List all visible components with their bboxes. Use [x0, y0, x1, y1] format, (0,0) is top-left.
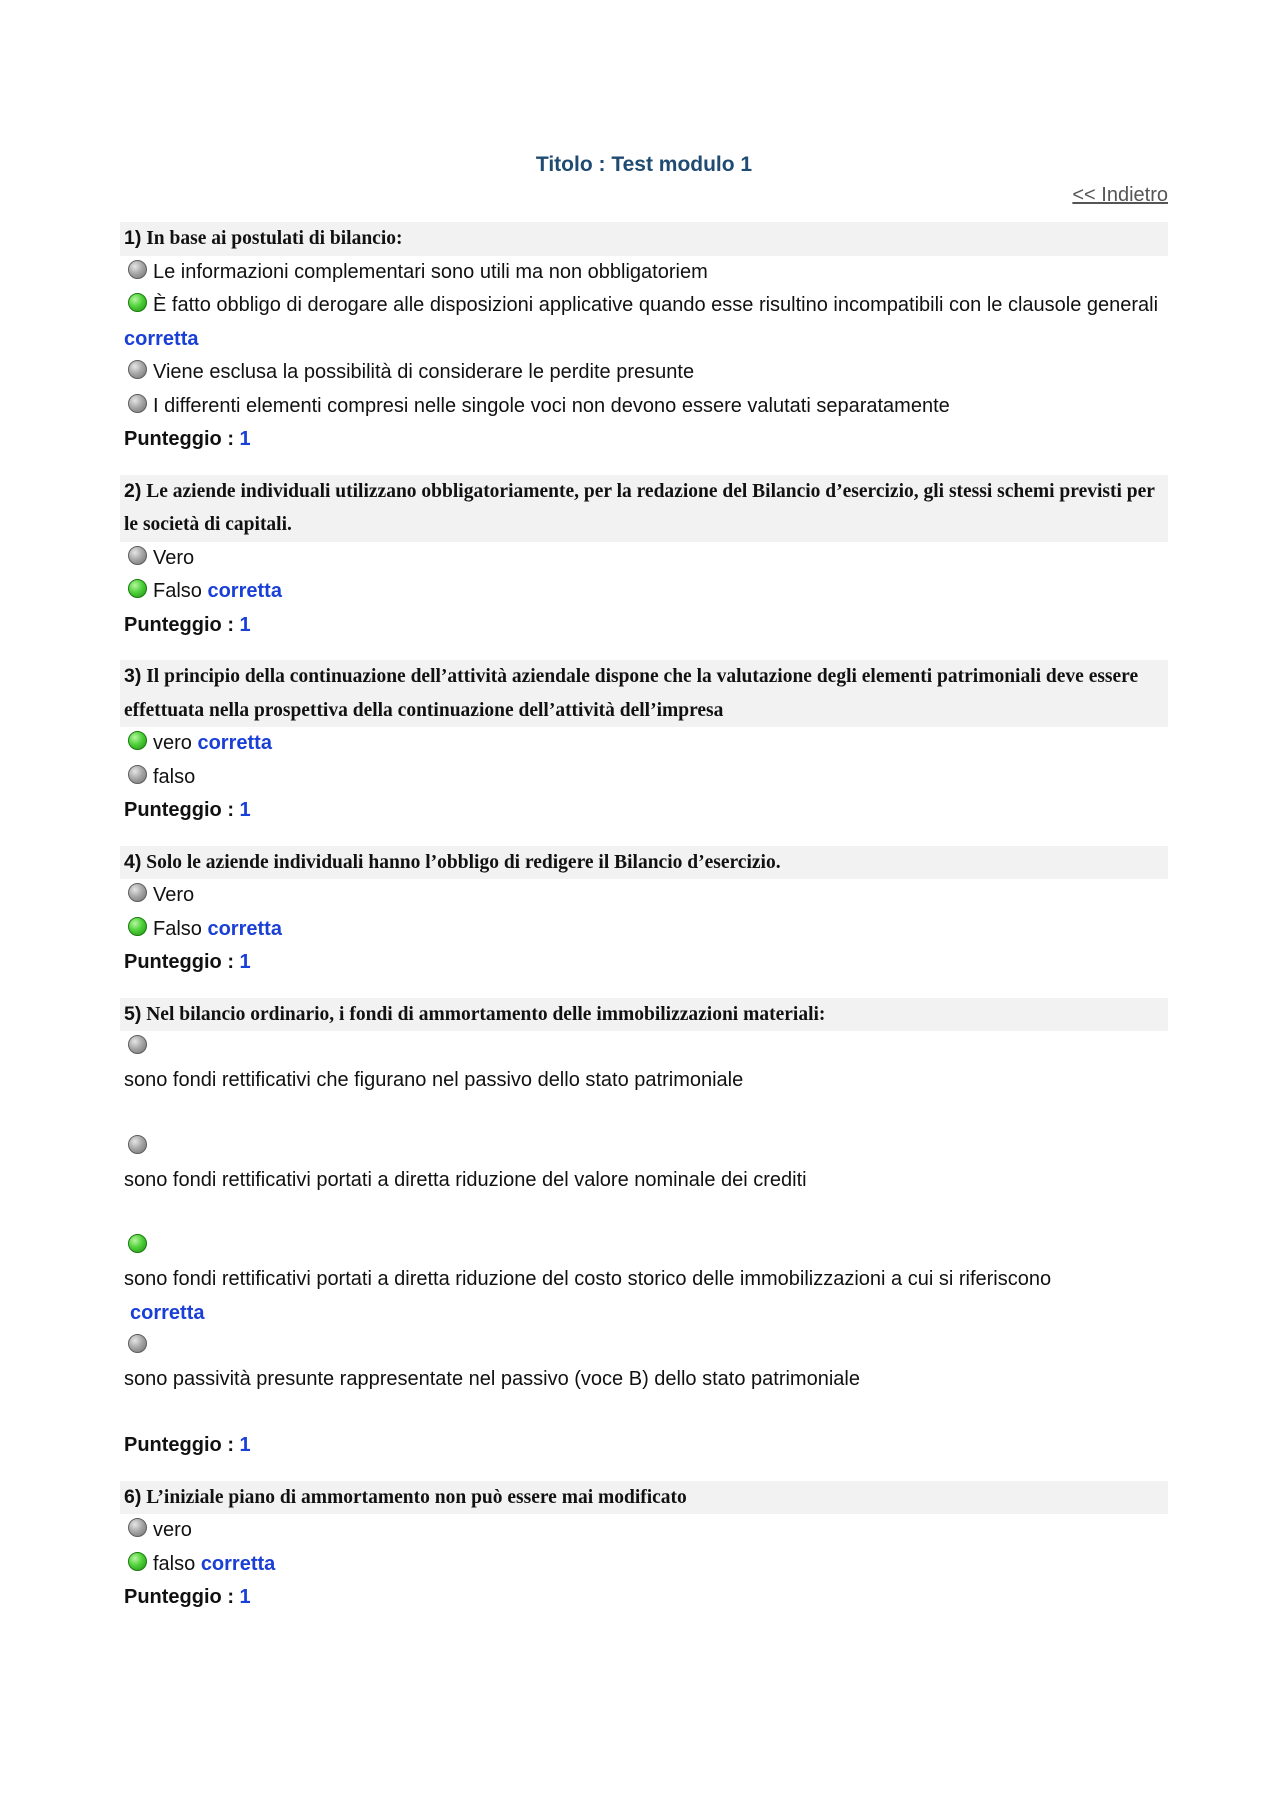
answer-option[interactable]	[124, 356, 1168, 390]
grey-radio-icon[interactable]	[128, 546, 147, 565]
answer-text: I differenti elementi compresi nelle singole voci non devono essere valutati separatamente	[153, 394, 950, 417]
correct-label: corretta	[124, 327, 199, 350]
correct-label: corretta	[207, 917, 282, 940]
answer-option[interactable]	[124, 256, 1168, 290]
score-line	[120, 1429, 1168, 1463]
answer-text: vero	[153, 1519, 192, 1541]
answer-text: Falso	[153, 580, 202, 602]
answer-text: Le informazioni complementari sono utili ma non obbligatoriem	[153, 260, 708, 283]
question-header	[120, 660, 1168, 727]
answer-text: È fatto obbligo di derogare alle disposizioni applicative quando esse risultino incompatibili con le clausole generali	[153, 294, 1159, 316]
question-text: Il principio della continuazione dell’attività aziendale dispone che la valutazione degli elementi patrimoniali deve essere effettuata nella prospettiva della continuazione dell’attività dell’impresa	[124, 666, 1139, 721]
score-line	[120, 946, 1168, 980]
grey-radio-icon[interactable]	[128, 1334, 147, 1353]
correct-label: corretta	[197, 732, 272, 754]
question-header	[120, 222, 1168, 256]
answer-text: sono passività presunte rappresentate nel passivo (voce B) dello stato patrimoniale	[124, 1367, 860, 1390]
question-text: Nel bilancio ordinario, i fondi di ammortamento delle immobilizzazioni materiali:	[146, 1003, 826, 1025]
grey-radio-icon[interactable]	[128, 883, 147, 902]
score-label: Punteggio :	[124, 613, 240, 636]
grey-radio-icon[interactable]	[128, 765, 147, 784]
answer-option[interactable]	[124, 1514, 1168, 1548]
question-text: L’iniziale piano di ammortamento non può essere mai modificato	[146, 1486, 687, 1508]
answer-text: falso	[153, 1552, 196, 1575]
answer-option[interactable]	[124, 1548, 1168, 1582]
score-value: 1	[239, 1434, 251, 1456]
score-label: Punteggio :	[124, 1586, 240, 1608]
back-link[interactable]: << Indietro	[1072, 184, 1168, 206]
score-label: Punteggio :	[124, 951, 240, 973]
question-number: 6)	[124, 1485, 142, 1508]
green-radio-icon[interactable]	[128, 731, 147, 750]
question-text: In base ai postulati di bilancio:	[146, 228, 403, 249]
question-text: Solo le aziende individuali hanno l’obbligo di redigere il Bilancio d’esercizio.	[146, 851, 781, 873]
answer-text: sono fondi rettificativi portati a diretta riduzione del valore nominale dei crediti	[124, 1168, 807, 1191]
question-text: Le aziende individuali utilizzano obbligatoriamente, per la redazione del Bilancio d’esercizio, gli stessi schemi previsti per le società di capitali.	[124, 480, 1155, 535]
options-list	[120, 727, 1168, 794]
question-4	[120, 846, 1168, 980]
question-number: 2)	[124, 479, 142, 502]
answer-option[interactable]	[124, 1131, 1168, 1231]
answer-option[interactable]	[124, 1031, 1168, 1131]
options-list	[120, 1031, 1168, 1429]
answer-option[interactable]	[124, 879, 1168, 913]
score-line	[120, 423, 1168, 457]
score-value: 1	[239, 1586, 251, 1608]
grey-radio-icon[interactable]	[128, 1035, 147, 1054]
answer-text: sono fondi rettificativi portati a diretta riduzione del costo storico delle immobilizzazioni a cui si riferiscono	[124, 1268, 1052, 1290]
correct-label: corretta	[130, 1301, 205, 1324]
question-header	[120, 846, 1168, 880]
question-number: 4)	[124, 850, 142, 873]
back-row	[120, 180, 1168, 210]
grey-radio-icon[interactable]	[128, 394, 147, 413]
score-value: 1	[239, 428, 251, 450]
correct-label: corretta	[207, 580, 282, 602]
options-list	[120, 256, 1168, 424]
question-number: 3)	[124, 665, 142, 687]
grey-radio-icon[interactable]	[128, 1518, 147, 1537]
question-header	[120, 998, 1168, 1032]
question-number: 1)	[124, 227, 142, 249]
question-5	[120, 998, 1168, 1463]
question-header	[120, 1481, 1168, 1515]
answer-option[interactable]	[124, 1230, 1168, 1330]
answer-option[interactable]	[124, 575, 1168, 609]
answer-text: vero	[153, 732, 192, 754]
question-2	[120, 475, 1168, 643]
score-line	[120, 1581, 1168, 1615]
page-title: Titolo : Test modulo 1	[535, 153, 753, 176]
options-list	[120, 1514, 1168, 1581]
grey-radio-icon[interactable]	[128, 360, 147, 379]
score-value: 1	[239, 613, 251, 636]
answer-option[interactable]	[124, 1330, 1168, 1430]
question-3	[120, 660, 1168, 828]
score-label: Punteggio :	[124, 799, 240, 821]
answer-option[interactable]	[124, 913, 1168, 947]
question-1	[120, 222, 1168, 457]
answer-option[interactable]	[124, 289, 1168, 356]
answer-text: Vero	[153, 546, 195, 569]
answer-option[interactable]	[124, 761, 1168, 795]
score-line	[120, 609, 1168, 643]
green-radio-icon[interactable]	[128, 1552, 147, 1571]
answer-text: Vero	[153, 884, 195, 906]
options-list	[120, 542, 1168, 609]
answer-text: sono fondi rettificativi che figurano nel passivo dello stato patrimoniale	[124, 1069, 744, 1091]
green-radio-icon[interactable]	[128, 917, 147, 936]
green-radio-icon[interactable]	[128, 579, 147, 598]
score-value: 1	[239, 799, 251, 821]
grey-radio-icon[interactable]	[128, 260, 147, 279]
question-number: 5)	[124, 1002, 142, 1025]
answer-text: Viene esclusa la possibilità di considerare le perdite presunte	[153, 361, 695, 383]
answer-option[interactable]	[124, 542, 1168, 576]
answer-text: falso	[153, 765, 196, 788]
correct-label: corretta	[200, 1552, 276, 1575]
question-header	[120, 475, 1168, 542]
score-label: Punteggio :	[124, 1434, 240, 1456]
answer-option[interactable]	[124, 390, 1168, 424]
answer-option[interactable]	[124, 727, 1168, 761]
green-radio-icon[interactable]	[128, 1234, 147, 1253]
question-6	[120, 1481, 1168, 1615]
grey-radio-icon[interactable]	[128, 1135, 147, 1154]
score-value: 1	[239, 951, 251, 973]
test-page	[120, 150, 1168, 1633]
score-line	[120, 794, 1168, 828]
options-list	[120, 879, 1168, 946]
score-label: Punteggio :	[124, 428, 240, 450]
answer-text: Falso	[153, 917, 202, 940]
green-radio-icon[interactable]	[128, 293, 147, 312]
